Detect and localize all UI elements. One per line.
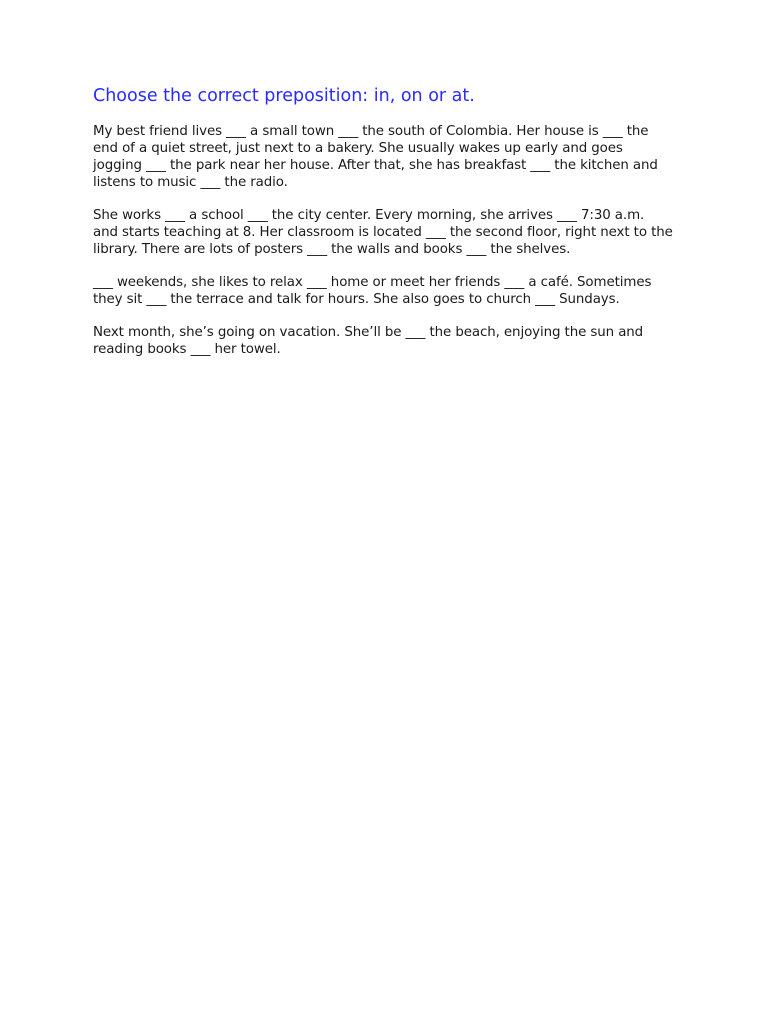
exercise-title: Choose the correct preposition: in, on or at. xyxy=(93,86,475,106)
paragraph-3: ___ weekends, she likes to relax ___ home or meet her friends ___ a café. Sometimes they sit ___ the terrace and talk for hours. She also goes to church ___ Sundays. xyxy=(93,275,652,307)
paragraph-1: My best friend lives ___ a small town ___ the south of Colombia. Her house is ___ the end of a quiet street, just next to a bakery. She usually wakes up early and goes jogging ___ the park near her house. After that, she has breakfast ___ the kitchen and listens to music ___ the radio. xyxy=(93,124,658,190)
paragraph-2: She works ___ a school ___ the city center. Every morning, she arrives ___ 7:30 a.m. and starts teaching at 8. Her classroom is located ___ the second floor, right next to the library. There are lots of posters ___ the walls and books ___ the shelves. xyxy=(93,208,673,257)
worksheet-content xyxy=(93,84,673,374)
paragraph-4: Next month, she’s going on vacation. She’ll be ___ the beach, enjoying the sun and reading books ___ her towel. xyxy=(93,325,644,357)
